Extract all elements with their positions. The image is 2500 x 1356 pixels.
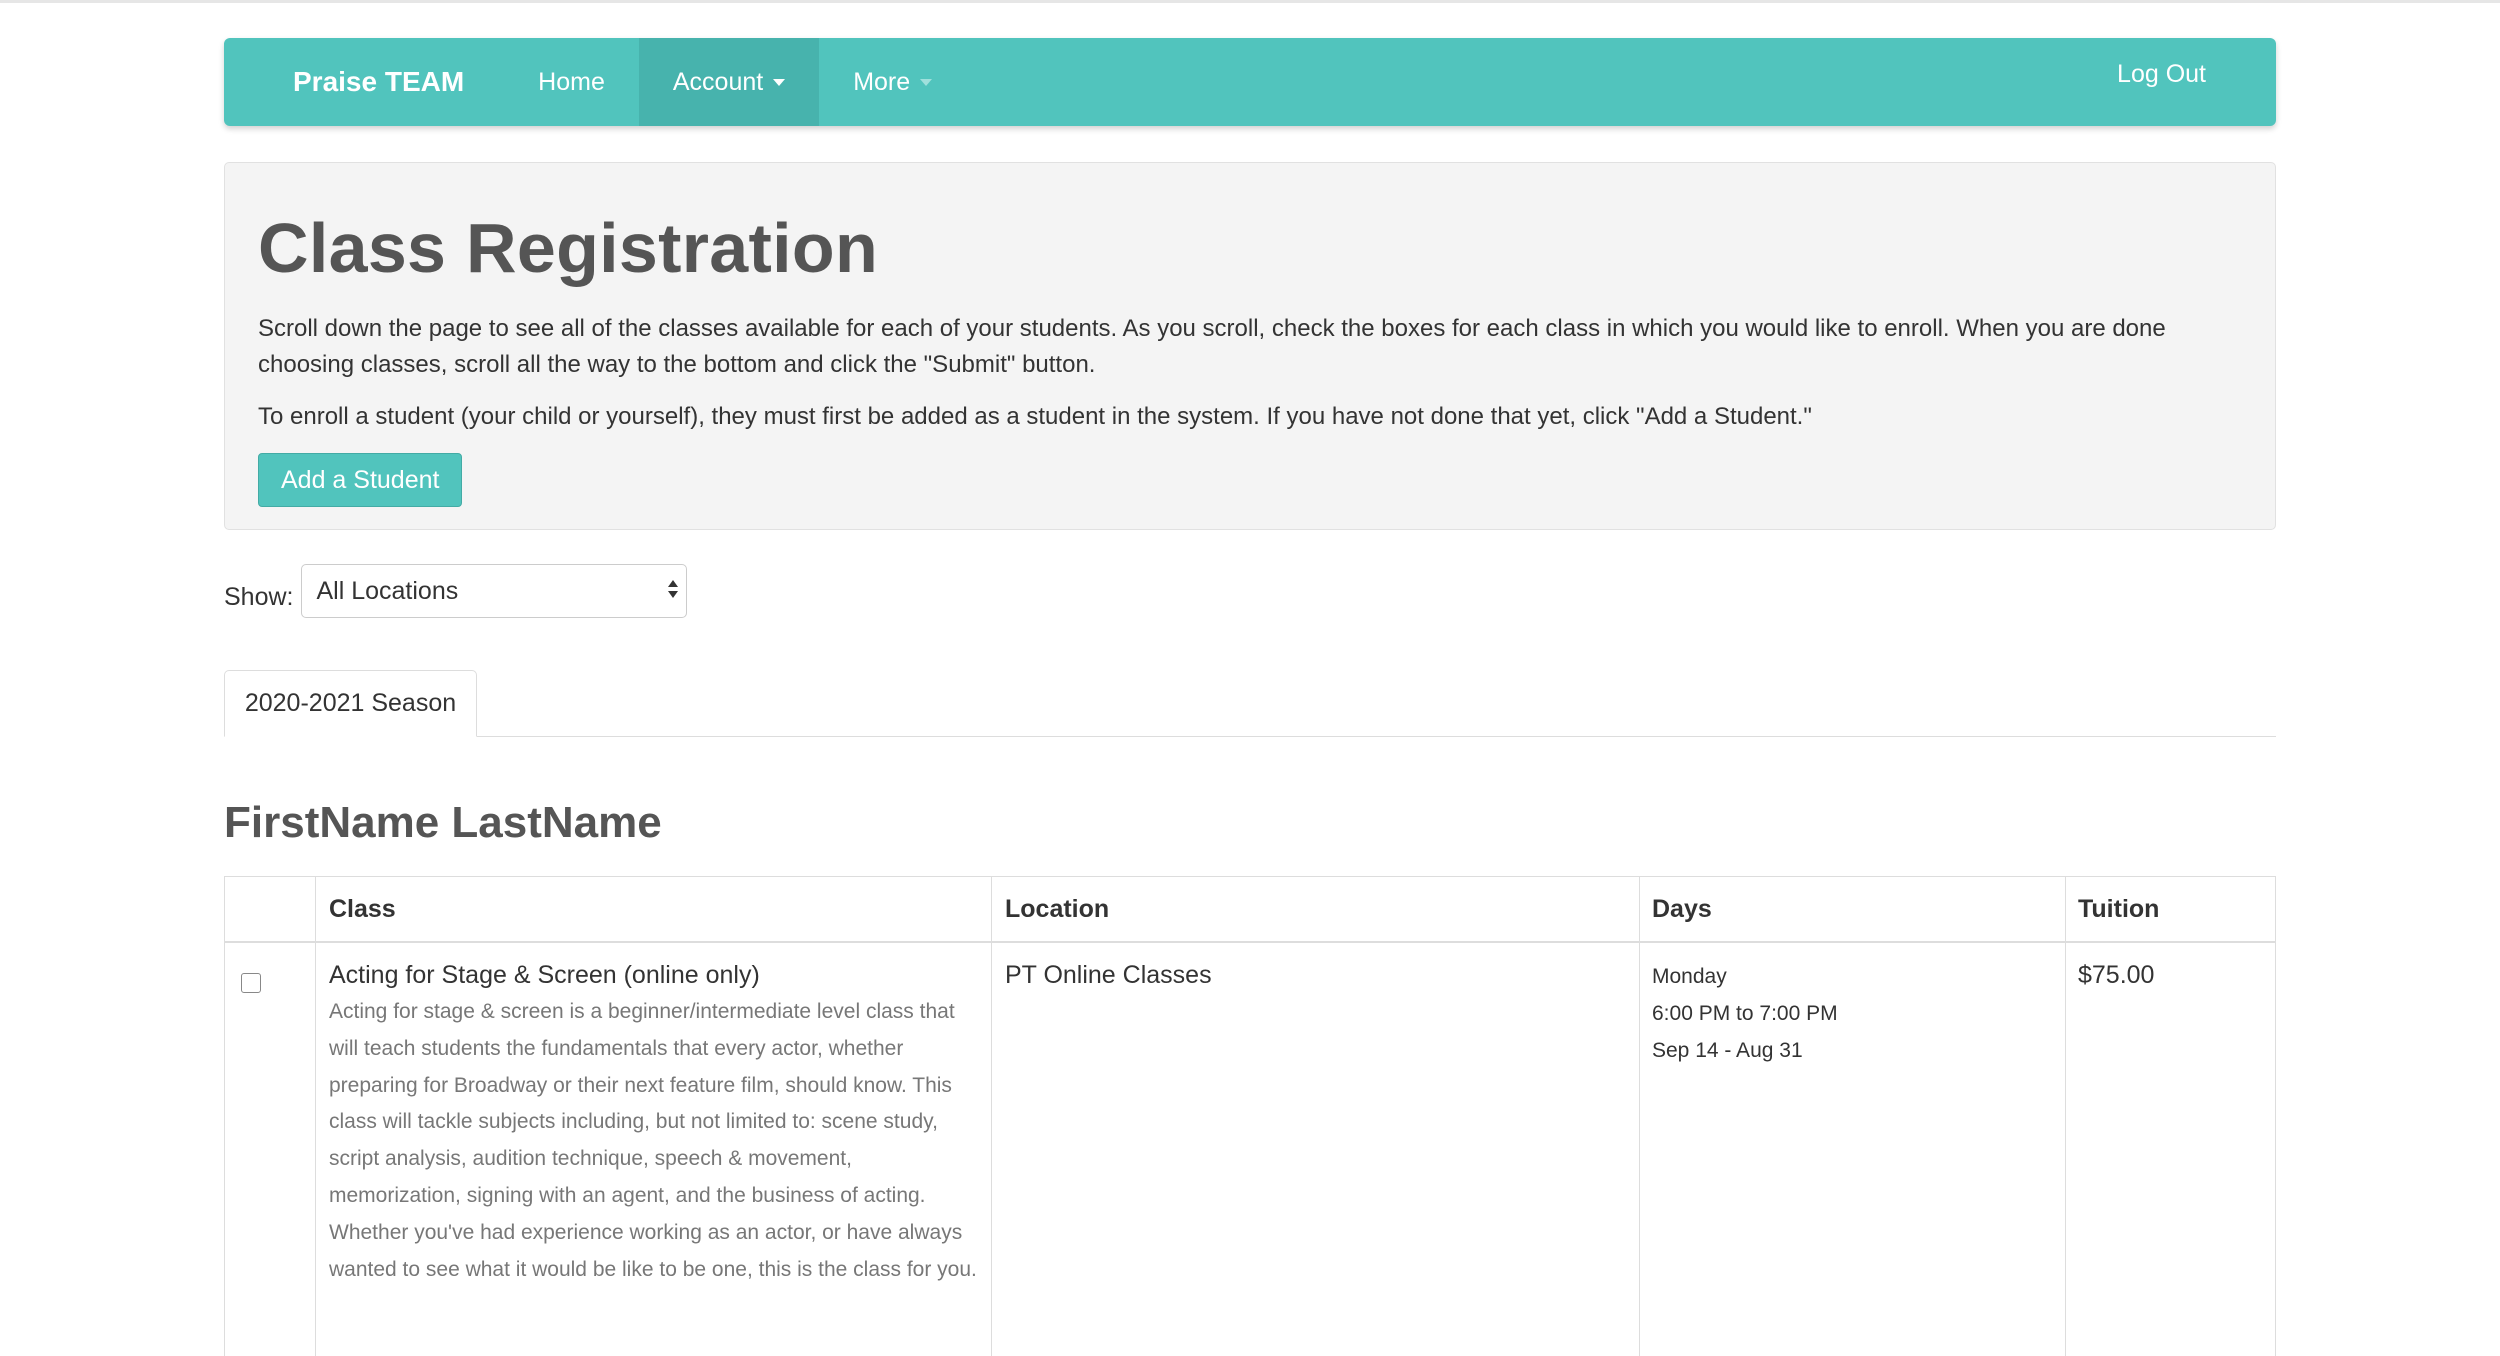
nav-more-label: More <box>853 67 911 96</box>
enroll-checkbox[interactable] <box>241 973 261 993</box>
nav-home[interactable] <box>504 38 639 126</box>
header-days: Days <box>1652 895 1712 923</box>
tab-2020-2021-season[interactable]: 2020-2021 Season <box>224 670 477 737</box>
location-filter <box>224 564 2276 618</box>
class-cell <box>329 961 979 1288</box>
chevron-down-icon <box>773 79 785 86</box>
header-class: Class <box>329 895 396 923</box>
student-name-heading: FirstName LastName <box>224 798 662 847</box>
location-select-value: All Locations <box>316 576 459 605</box>
class-dates: Sep 14 - Aug 31 <box>1652 1038 1803 1062</box>
tuition-cell: $75.00 <box>2078 961 2155 989</box>
logout-link[interactable]: Log Out <box>2117 60 2206 88</box>
location-select[interactable] <box>301 564 687 618</box>
nav-account-label: Account <box>672 67 764 96</box>
enroll-instructions-paragraph: To enroll a student (your child or yourself), they must first be added as a student in the system. If you have not done that yet, click "Add a Student." <box>258 403 1812 430</box>
location-cell: PT Online Classes <box>1005 961 1212 989</box>
class-title: Acting for Stage & Screen (online only) <box>329 961 760 989</box>
class-table <box>224 876 2276 1356</box>
nav-more-dropdown[interactable] <box>819 38 966 126</box>
select-arrows-icon <box>668 580 678 598</box>
checkbox-column <box>225 877 316 1356</box>
brand-link[interactable]: Praise TEAM <box>293 66 465 97</box>
location-column <box>992 877 1640 1356</box>
header-tuition: Tuition <box>2078 895 2160 923</box>
page-title: Class Registration <box>258 209 879 287</box>
chevron-down-icon <box>920 79 932 86</box>
filter-label: Show: <box>224 582 294 611</box>
registration-header-panel <box>224 162 2276 530</box>
top-border <box>0 0 2500 3</box>
nav-home-label: Home <box>538 67 605 96</box>
days-cell <box>1652 959 1838 1069</box>
header-location: Location <box>1005 895 1110 923</box>
nav-account-dropdown[interactable] <box>639 38 819 126</box>
days-column <box>1640 877 2066 1356</box>
class-day: Monday <box>1652 965 1727 988</box>
instructions-paragraph: Scroll down the page to see all of the classes available for each of your students. As you scroll, check the boxes for each class in which you would like to enroll. When you are done choosing classes, scroll all the way to the bottom and click the "Submit" button. <box>258 315 2166 378</box>
table-header-row <box>225 877 2275 943</box>
class-time: 6:00 PM to 7:00 PM <box>1652 1001 1838 1025</box>
class-description: Acting for stage & screen is a beginner/intermediate level class that will teach students the fundamentals that every actor, whether preparing for Broadway or their next feature film, should know. This class will tackle subjects including, but not limited to: scene study, script analysis, audition technique, speech & movement, memorization, signing with an agent, and the business of acting. Whether you've had experience working as an actor, or have always wanted to see what it would be like to be one, this is the class for you. <box>329 1000 977 1281</box>
navbar <box>224 38 2276 126</box>
season-tabs <box>224 670 2276 737</box>
add-student-button[interactable]: Add a Student <box>258 453 462 507</box>
